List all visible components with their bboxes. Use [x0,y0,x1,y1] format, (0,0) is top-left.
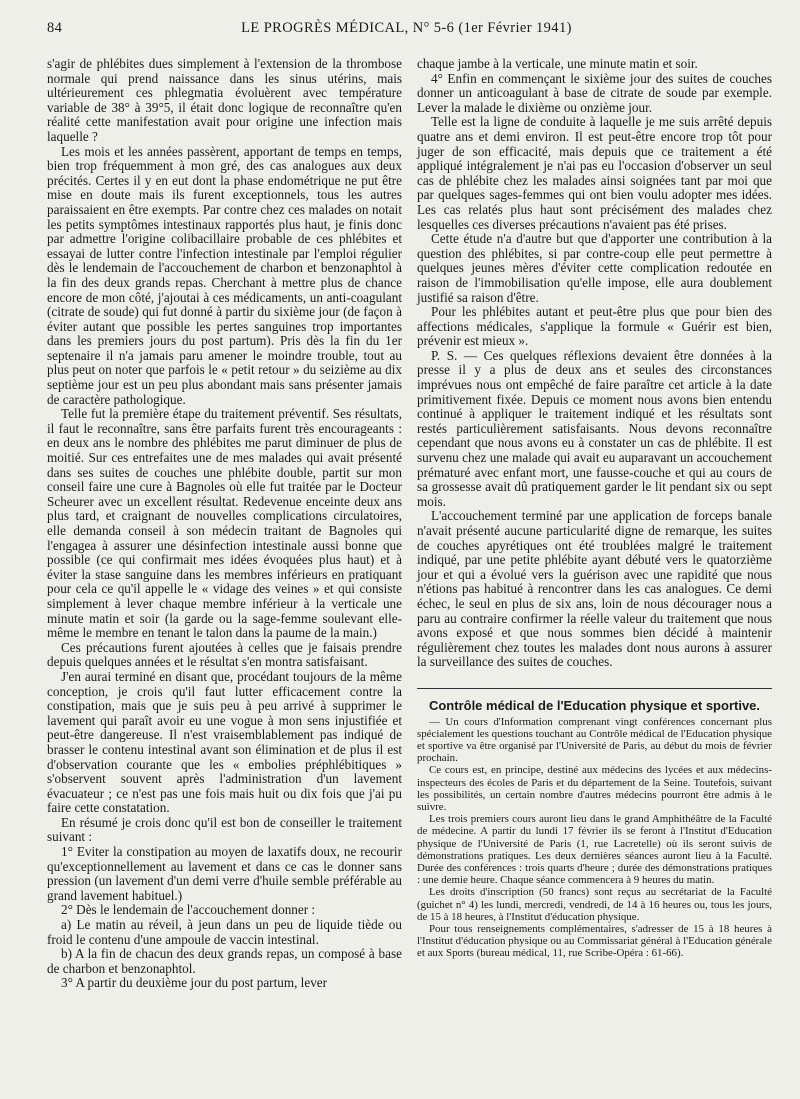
paragraph: En résumé je crois donc qu'il est bon de conseiller le traitement suivant : [47,814,402,845]
list-item: 4° Enfin en commençant le sixième jour des suites de couches donner un anticoagulant à base de citrate de soude par exemple. Lever la malade le dixième ou onzième jour. [417,70,772,115]
notice-paragraph: Les trois premiers cours auront lieu dans le grand Amphithéâtre de la Faculté de médecine. A partir du lundi 17 février ils se feront à l'Institut d'Education physique de l'Université de Paris (1, rue Lacretelle) où ils seront suivis de démonstrations pratiques. Les deux dernières séances auront lieu à la Faculté. Durée des conférences : trois quarts d'heure ; durée des démonstrations pratiques : une demie heure. Chaque séance commencera à 9 heures du matin. [417,813,772,887]
list-item: 1° Eviter la constipation au moyen de laxatifs doux, ne recourir qu'exceptionnellement au lavement et dans ce cas le donner sans pression (un lavement d'un demi verre d'huile semble préférable au grand lavement habituel.) [47,844,402,903]
notice-body [417,716,772,960]
paragraph: Ces précautions furent ajoutées à celles que je faisais prendre depuis quelques années et le résultat s'en montra satisfaisant. [47,639,402,670]
list-item: a) Le matin au réveil, à jeun dans un peu de liquide tiède ou froid le contenu d'une ampoule de vaccin intestinal. [47,917,402,947]
paragraph: Telle fut la première étape du traitement préventif. Ses résultats, il faut le reconnaître, sans être parfaits furent très encourageants : en deux ans le nombre des phlébites me parut diminuer de plus de moitié. Sur ces entrefaites une de mes malades qui avait présenté dans ses suites de couches une phlébite double, partit sur mon conseil faire une cure à Bagnoles où elle fut traitée par le Docteur Scheurer avec un excellent résultat. Redevenue enceinte deux ans plus tard, et craignant de nouvelles complications circulatoires, elle demanda conseil à son médecin traitant de Bagnoles qui l'engagea à assurer une désinfection intestinale aussi bonne que possible (ce qui confirmait mes idées évoquées plus haut) et à éviter la stase sanguine dans les membres inférieurs en pratiquant pour cela ce qu'il appelle le « vidage des veines » et qui consiste simplement à lever chaque membre inférieur à la verticale une minute matin et soir (la garde ou la sage-femme soulevant elle-même le membre en tenant le talon dans la paume de la main.) [47,406,402,641]
running-title: LE PROGRÈS MÉDICAL, N° 5-6 (1er Février 1941) [241,20,572,36]
notice-paragraph: Ce cours est, en principe, destiné aux médecins des lycées et aux médecins-inspecteurs des écoles de Paris et du département de la Seine. Toutefois, suivant les possibilités, un certain nombre d'autres médecins pourront être admis à le suivre. [417,764,772,813]
list-item: 3° A partir du deuxième jour du post partum, lever [61,975,328,991]
postscript-paragraph: P. S. — Ces quelques réflexions devaient être données à la presse il y a plus de deux ans et seules des circonstances imprévues nous ont empêché de faire paraître cet article à la date primitivement fixée. Depuis ce moment nous avons bien entendu continué à appliquer le traitement indiqué et les résultats sont restés particulièrement satisfaisants. Nous devons reconnaître cependant que nous avons eu à constater un cas de phlébite. Il est survenu chez une malade qui avait eu auparavant un accouchement prématuré avec enfant mort, une fausse-couche et qui au cours de sa grossesse avait dû pratiquement garder le lit pendant six ou sept mois. [417,347,772,509]
paragraph: L'accouchement terminé par une application de forceps banale n'avait présenté aucune particularité digne de remarque, les suites de couches apyrétiques ont été troublées malgré le traitement indiqué, par une petite phlébite ayant débuté vers le quatorzième jour et qui a évolué vers la guérison avec une rapidité que nous n'étions pas habitué à rencontrer dans les cas analogues. Ce demi échec, le seul en plus de six ans, loin de nous décourager nous a paru au contraire confirmer la réelle valeur du traitement que nous avons exposé et que nous sommes bien décidé à maintenir régulièrement chez toutes les malades dont nous aurons à assurer la surveillance des suites de couches. [417,508,772,670]
left-column [47,57,402,991]
page-header [47,14,766,38]
notice-title: Contrôle médical de l'Education physique et sportive. [428,697,761,713]
list-item: b) A la fin de chacun des deux grands repas, un composé à base de charbon et benzonaphtol. [47,946,402,976]
notice-box [417,699,772,960]
paragraph: J'en aurai terminé en disant que, procédant toujours de la même conception, je crois qu'il faut lutter efficacement contre la constipation, mais que je suis peu à peu arrivé à supprimer le lavement qui paraît avoir eu une vogue à mon sens injustifiée et peut-être dangereuse. Il n'est vraisemblablement pas indiqué de brasser le contenu intestinal avant son élimination et de plus il est d'observation courante que les « embolies préphlébitiques » s'observent souvent après l'administration d'un lavement évacuateur ; ce n'est pas une fois mais huit ou dix fois que j'ai pu faire cette constatation. [47,668,402,816]
paragraph: Telle est la ligne de conduite à laquelle je me suis arrêté depuis quatre ans et demi environ. Il est peut-être encore trop tôt pour juger de son efficacité, mais depuis que ce traitement a été appliqué intégralement je n'ai pas eu l'occasion d'observer un seul cas de phlébite chez les malades ainsi soignées tant par moi que par quelques sages-femmes qui ont bien voulu adopter mes idées. Les cas relatés plus haut sont précisément des malades chez lesquelles ces diverses précautions n'avaient pas été prises. [417,114,772,232]
notice-paragraph: Les droits d'inscription (50 francs) sont reçus au secrétariat de la Faculté (guichet n° 4) les lundi, mercredi, vendredi, de 14 à 16 heures ou, tous les jours, de 15 à 18 heures, à l'Institut d'éducation physique. [417,886,772,923]
notice-paragraph: Pour tous renseignements complémentaires, s'adresser de 15 à 18 heures à l'Institut d'éducation physique ou au Commissariat général à l'Education générale et aux Sports (bureau médical, 11, rue Scribe-Opéra : 61-66). [417,922,772,960]
paragraph: s'agir de phlébites dues simplement à l'extension de la thrombose normale qui prend naissance dans les sinus utérins, mais ultérieurement ces phlegmatia évoluèrent avec température variable de 38° à 39°5, il était donc logique de reconnaître qu'en réalité cette manifestation avait pour origine une infection mais laquelle ? [47,56,402,144]
paragraph: chaque jambe à la verticale, une minute matin et soir. [417,56,698,71]
notice-paragraph: — Un cours d'Information comprenant vingt conférences concernant plus spécialement les questions touchant au Contrôle médical de l'Education physique et sportive va être organisé par l'Université de Paris, au début du mois de février prochain. [417,715,772,765]
section-divider [417,688,772,689]
list-item: 2° Dès le lendemain de l'accouchement donner : [61,902,316,918]
paragraph: Cette étude n'a d'autre but que d'apporter une contribution à la question des phlébites, si par contre-coup elle peut permettre à quelques jeunes mères d'éviter cette complication redoutée en raison de l'immobilisation qu'elle impose, elle aura doublement justifié sa raison d'être. [417,231,772,305]
paragraph: Les mois et les années passèrent, apportant de temps en temps, bien trop fréquemment à mon gré, des cas analogues aux deux précités. Certes il y en eut dont la phase endométrique ne put être mise en doute mais ils furent exceptionnels, tous les autres paraissaient en être exempts. Par contre chez ces malades on notait les petits symptômes intestinaux rapportés plus haut, je finis donc par admettre l'origine colibacillaire probable de ces phlébites et essayai de lutter contre l'infection intestinale par l'emploi régulier dès le lendemain de l'accouchement de charbon et benzonaphtol à la fin des deux grands repas. Cherchant à mettre plus de chance encore de mon côté, j'ajoutai à ces médicaments, un anti-coagulant (citrate de soude) qui fut donné à partir du sixième jour (de façon à éviter autant que possible les pertes sanguines trop importantes dans les premiers jours du post partum). Pris dès la fin du 1er septenaire il n'a jamais paru amener le moindre trouble, tout au plus peut on noter que parfois le « petit retour » du seizième au dix septième jour est un peu plus abondant mais sans présenter jamais de caractère pathologique. [47,143,402,407]
page-number: 84 [47,20,63,36]
right-column [417,57,772,960]
paragraph: Pour les phlébites autant et peut-être plus que pour bien des affections médicales, s'applique la formule « Guérir est bien, prévenir est mieux ». [417,304,772,349]
